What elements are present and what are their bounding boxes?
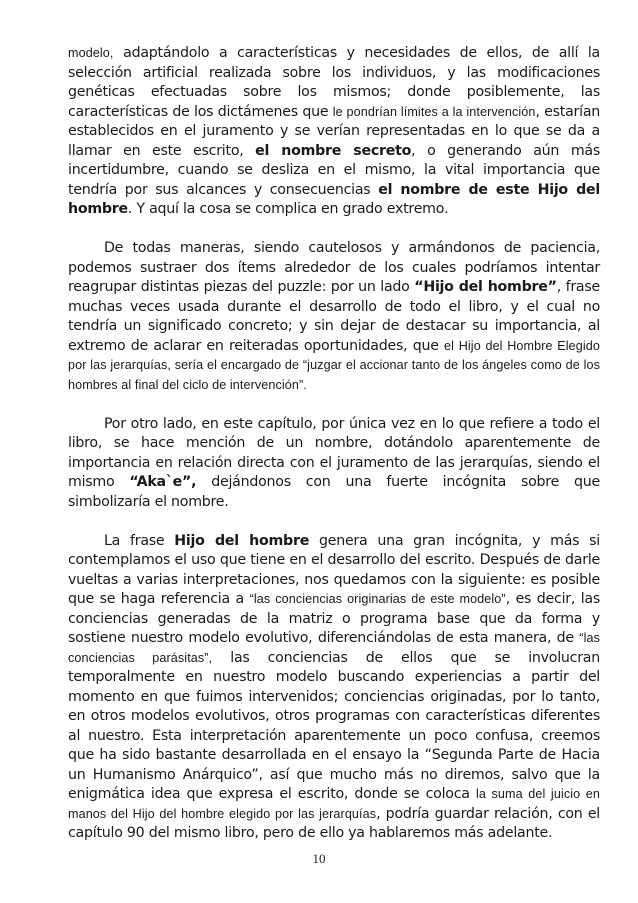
bold-phrase: Hijo del hombre [174, 532, 310, 549]
paragraph [68, 44, 600, 220]
paragraph [68, 239, 600, 395]
page-number: 10 [312, 851, 326, 866]
quoted-phrase: la suma del juicio en manos del Hijo del hombre elegido por las jerarquías [68, 787, 600, 821]
paragraph [68, 415, 600, 513]
text-run: , frase muchas veces usada durante el desarrollo de todo el libro, y el cual no tendría un significado concreto; y sin dejar de destacar su importancia, al extremo de aclarar en reiteradas oportunidades, que [68, 279, 600, 354]
text-run: . Y aquí la cosa se complica en grado extremo. [127, 201, 449, 217]
bold-phrase: el nombre de este Hijo del hombre [68, 181, 600, 217]
bold-phrase: el nombre secreto [255, 142, 412, 159]
text-run: De todas maneras, siendo cautelosos y armándonos de paciencia, podemos sustraer dos ítems alrededor de los cuales podríamos intentar reagrupar distintas piezas del puzzle: por un lado [68, 240, 600, 295]
text-run: adaptándolo a características y necesidades de ellos, de allí la selección artificial realizada sobre los individuos, y las modificaciones genéticas efectuadas sobre los mismos; donde posiblemente, las características de los dictámenes que [68, 45, 600, 120]
quoted-phrase: le pondrían límites a la intervención [332, 104, 536, 119]
text-run: , es decir, las conciencias generadas de la matriz o programa base que da forma y sostiene nuestro modelo evolutivo, diferenciándolas de esta manera, de [68, 591, 600, 646]
quoted-phrase: “las conciencias originarias de este modelo” [249, 592, 506, 606]
text-run: , podría guardar relación, con el capítulo 90 del mismo libro, pero de ello ya hablaremos más adelante. [68, 805, 601, 841]
quoted-phrase: el Hijo del Hombre Elegido por las jerarquías, sería el encargado de “juzgar el accionar tanto de los ángeles como de los hombres al final del ciclo de intervención”. [68, 338, 600, 392]
bold-phrase: “Hijo del hombre” [414, 279, 557, 295]
text-run: Por otro lado, en este capítulo, por única vez en lo que refiere a todo el libro, se hace mención de un nombre, dotándolo aparentemente de importancia en relación directa con el juramento de las jerarquías, siendo el mismo [68, 415, 600, 490]
quoted-phrase: “las conciencias parásitas”, [68, 631, 600, 665]
text-run: las conciencias de ellos que se involucran temporalmente en nuestro modelo buscando experiencias a partir del momento en que fuimos intervenidos; conciencias originadas, por lo tanto, en otros modelos evolutivos, otros programas con características diferentes al nuestro. Esta interpretación aparentemente un poco confusa, creemos que ha sido bastante desarrollada en el ensayo la “Segunda Parte de Hacia un Humanismo Anárquico”, así que mucho más no diremos, salvo que la enigmática idea que expresa el escrito, donde se coloca [68, 649, 600, 802]
paragraph [68, 532, 600, 844]
text-run: dejándonos con una fuerte incógnita sobre que simbolizaría el nombre. [68, 474, 600, 510]
text-run: genera una gran incógnita, y más si contemplamos el uso que tiene en el desarrollo del escrito. Después de darle vueltas a varias interpretaciones, nos quedamos con la siguiente: es posible que se haga referencia a [68, 532, 601, 607]
text-run: , estarían establecidos en el juramento y se verían representadas en lo que se da a llamar en este escrito, [68, 103, 601, 159]
bold-phrase: “Aka`e”, [129, 474, 197, 490]
text-run: , o generando aún más incertidumbre, cuando se desliza en el mismo, la vital importancia que tendría por sus alcances y consecuencias [68, 142, 600, 198]
body-text [68, 44, 600, 863]
text-run: La frase [104, 532, 175, 549]
quoted-phrase: modelo, [68, 46, 114, 60]
